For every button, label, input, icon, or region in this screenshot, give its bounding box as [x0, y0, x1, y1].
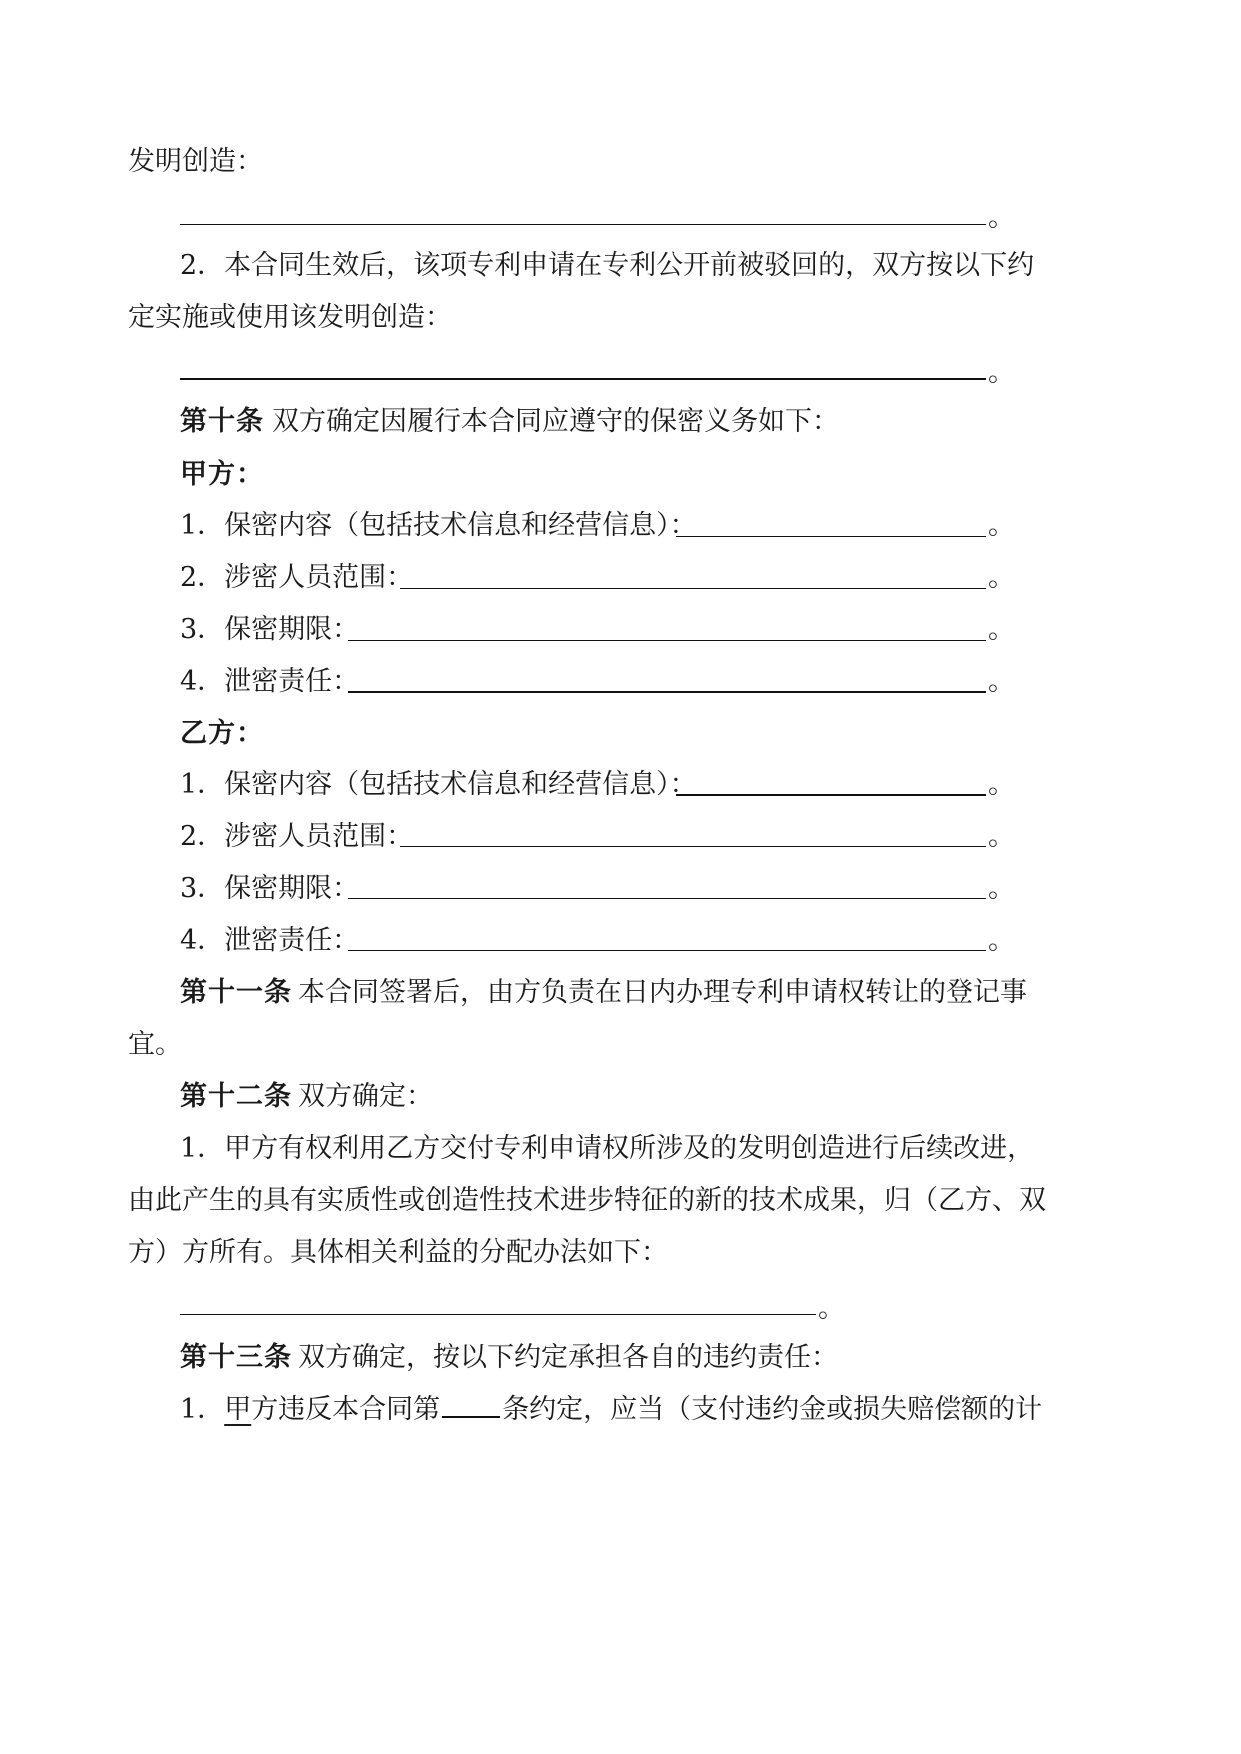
form-line: [0, 558, 1241, 598]
text-line: [0, 1025, 1241, 1065]
text-line: [0, 142, 1241, 182]
form-line: [0, 817, 1241, 857]
paragraph-text: 定实施或使用该发明创造：: [128, 302, 452, 333]
article-text: 双方确定：: [298, 1081, 433, 1112]
form-line: [0, 765, 1241, 805]
confidentiality-period-blank[interactable]: [348, 898, 986, 899]
article-heading-line: [0, 402, 1241, 442]
party-heading-line: [0, 714, 1241, 754]
period-mark: 。: [988, 357, 1015, 388]
article-text: 双方确定因履行本合同应遵守的保密义务如下：: [272, 406, 839, 437]
confidentiality-period-blank[interactable]: [348, 640, 986, 641]
paragraph-text: 2．本合同生效后，该项专利申请在专利公开前被驳回的，双方按以下约: [180, 250, 1035, 281]
article-number: 第十条: [180, 406, 264, 437]
confidential-content-blank[interactable]: [676, 536, 986, 537]
leak-liability-blank[interactable]: [348, 691, 986, 693]
period-mark: 。: [988, 821, 1015, 852]
field-label: 4．泄密责任：: [180, 666, 360, 697]
paragraph-text: [180, 1390, 1042, 1430]
article-text: 双方确定，按以下约定承担各自的违约责任：: [298, 1342, 838, 1373]
text-line: [0, 246, 1241, 286]
field-label: 1．保密内容（包括技术信息和经营信息）：: [180, 510, 697, 541]
confidential-content-blank[interactable]: [676, 794, 986, 796]
paragraph-text: 发明创造：: [128, 146, 263, 177]
paragraph-text: 由此产生的具有实质性或创造性技术进步特征的新的技术成果，归（乙方、双: [128, 1185, 1046, 1216]
field-label: 2．涉密人员范围：: [180, 821, 414, 852]
period-mark: 。: [988, 873, 1015, 904]
item-text: 条约定，应当（支付违约金或损失赔偿额的计: [502, 1394, 1043, 1425]
leak-liability-blank[interactable]: [348, 950, 986, 951]
period-mark: 。: [988, 562, 1015, 593]
text-line: [0, 1129, 1241, 1169]
form-line: [0, 662, 1241, 702]
personnel-scope-blank[interactable]: [400, 846, 986, 847]
paragraph-text: 1．甲方有权利用乙方交付专利申请权所涉及的发明创造进行后续改进，: [180, 1133, 1035, 1164]
period-mark: 。: [988, 666, 1015, 697]
party-a-label: 甲方：: [180, 459, 264, 490]
article-heading-line: [0, 1338, 1241, 1378]
field-label: 4．泄密责任：: [180, 925, 360, 956]
field-label: 2．涉密人员范围：: [180, 562, 414, 593]
article-text: 本合同签署后，由方负责在日内办理专利申请权转让的登记事: [298, 977, 1027, 1008]
article-heading-line: [0, 1077, 1241, 1117]
period-mark: 。: [988, 202, 1015, 233]
party-heading-line: [0, 455, 1241, 495]
article-heading-line: [0, 973, 1241, 1013]
form-line: [0, 506, 1241, 546]
form-line: [0, 610, 1241, 650]
period-mark: 。: [988, 510, 1015, 541]
text-line: [0, 1390, 1241, 1430]
item-number: 1．: [180, 1394, 225, 1425]
field-label: 3．保密期限：: [180, 873, 360, 904]
article-number-blank[interactable]: [442, 1390, 500, 1418]
party-b-label: 乙方：: [180, 718, 264, 749]
form-line: [0, 869, 1241, 909]
text-line: [0, 1233, 1241, 1273]
text-line: [0, 1181, 1241, 1221]
article-number: 第十二条: [180, 1081, 292, 1112]
form-line: [0, 921, 1241, 961]
party-name-underlined: 甲: [224, 1394, 252, 1425]
paragraph-text: 方）方所有。具体相关利益的分配办法如下：: [128, 1237, 668, 1268]
period-mark: 。: [988, 614, 1015, 645]
text-line: [0, 298, 1241, 338]
article-number: 第十一条: [180, 977, 292, 1008]
field-label: 1．保密内容（包括技术信息和经营信息）：: [180, 769, 697, 800]
period-mark: 。: [818, 1293, 845, 1324]
paragraph-text: 宜。: [128, 1029, 182, 1060]
period-mark: 。: [988, 769, 1015, 800]
field-label: 3．保密期限：: [180, 614, 360, 645]
article-number: 第十三条: [180, 1342, 292, 1373]
item-text: 方违反本合同第: [251, 1394, 441, 1425]
personnel-scope-blank[interactable]: [400, 588, 986, 589]
period-mark: 。: [988, 925, 1015, 956]
